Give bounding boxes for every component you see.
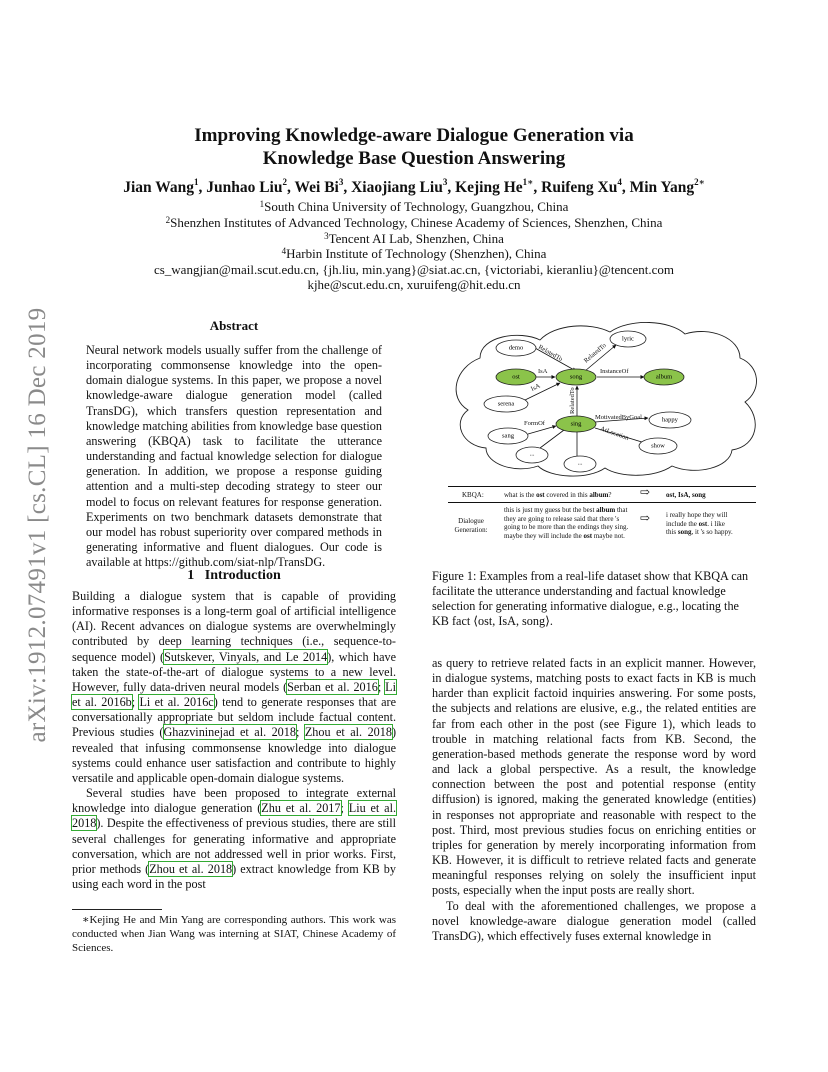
author-affiliation-mark: 4 (617, 177, 622, 187)
text-run: this (666, 528, 678, 537)
highlighted-entity: ost (698, 519, 708, 528)
abstract-body (86, 343, 382, 570)
table-rule-top (448, 486, 756, 487)
highlighted-entity: ost (583, 531, 593, 540)
dg-post (504, 506, 628, 540)
text-run: Building a dialogue system that is capable of providing informative responses is a long-term goal of artificial intelligence (AI). Recent advances on dialogue systems are overwhelmingly contributed by deep learning techniques (i.e., sequence-to-sequence model) ( (72, 589, 396, 664)
text-run: they are going to release said that there 's (504, 514, 620, 523)
author-affiliation-mark: 1∗ (522, 177, 534, 187)
text-run: maybe they will include the (504, 531, 584, 540)
table-rule-middle (448, 502, 756, 503)
text-run: . i like (707, 519, 725, 528)
node-demo-label: demo (508, 344, 524, 352)
citation-link[interactable]: Zhu et al. 2017 (261, 801, 341, 816)
post-line (504, 523, 628, 532)
author-name: Kejing He (455, 179, 523, 196)
edge-sing-dots1 (540, 430, 564, 448)
text-run: ), which have taken the state-of-the-art of dialogue systems to a new level. However, fully data-driven neural models ( (72, 649, 396, 694)
text-run: ? (608, 491, 612, 499)
right-paragraph-1: as query to retrieve related facts in an explicit manner. However, in dialogue systems, matching posts to exact facts in KB is much harder than explicit factoid inquiries answering. For some posts, the subjects and relations are elusive, e.g., the related entities are far from each other in the post (see Figure 1), which leads to trouble in matching relational facts from KB. Second, the generation-based methods generate the response word by word and lack a global perspective. As a result, the knowledge connection between the post and potential response (entity diffusion) is ignored, making the generated knowledge (entities) in responses not appropriate and reasonable with respect to the post. Third, most previous studies focus on enriching entities or triples for generation by merely incorporating information from KB. However, it is difficult to retrieve related facts and generate meaningful responses relying on solely the insufficient input posts, especially when the input posts are really short. (432, 656, 756, 898)
node-sing-label: sing (570, 420, 582, 428)
text-run: going to be more than the endings they sing. (504, 523, 629, 532)
node-serena-label: serena (497, 400, 515, 408)
citation-link[interactable]: Ghazvininejad et al. 2018 (163, 725, 296, 740)
author-name: Xiaojiang Liu (351, 179, 443, 196)
citation-link[interactable]: Li et al. 2016b (72, 679, 397, 710)
right-paragraph-2: To deal with the aforementioned challenges, we propose a novel knowledge-aware dialogue generation model (called TransDG), which effectively fuses external knowledge in (432, 898, 756, 943)
figure-1-knowledge-graph (440, 318, 764, 480)
text-run: this is just my guess but the best (504, 506, 597, 514)
text-run: ) tend to generate responses that are conversationally appropriate but seldom include factual content. Previous studies ( (72, 695, 396, 740)
author-name: Wei Bi (294, 179, 339, 196)
citation-link[interactable]: Li et al. 2016c (139, 695, 214, 710)
footnote-rule (72, 909, 162, 910)
highlighted-entity: song (677, 528, 692, 537)
edge-label-atlocation: AtLocation (599, 425, 630, 443)
dg-response (666, 511, 733, 537)
arxiv-id: arXiv:1912.07491v1 [cs.CL] 16 Dec 2019 (24, 307, 51, 743)
footnote (72, 913, 396, 955)
text-run: ). Despite the effectiveness of previous studies, there are still several challenges for generating informative and appropriate conversation, which are not addressed well in prior works. First, prior methods ( (72, 816, 396, 876)
intro-body (72, 589, 396, 892)
post-line (504, 506, 628, 515)
highlighted-entity: ost (536, 491, 545, 499)
title-line-1: Improving Knowledge-aware Dialogue Generation via (194, 125, 634, 146)
post-line (504, 515, 628, 524)
citation-link[interactable]: Sutskever, Vinyals, and Le 2014 (164, 649, 328, 664)
text-run: ; (295, 725, 305, 740)
node-ost-label: ost (512, 373, 520, 381)
text-run: Several studies have been proposed to integrate external knowledge into dialogue generation ( (72, 786, 396, 816)
abstract-text: Neural network models usually suffer from the challenge of incorporating commonsense knowledge into the open-domain dialogue systems. In this paper, we propose a novel knowledge-aware dialogue generation model (called TransDG), which transfers question representation and knowledge matching abilities from knowledge base question answering (KBQA) task to facilitate the utterance understanding and factual knowledge selection for dialogue generation. In addition, we propose a response guiding attention and a multi-step decoding strategy to steer our model to focus on relevant features for response generation. Experiments on two benchmark datasets demonstrate that our model has robust superiority over compared methods in generating informative and fluent dialogues. Our code is available at https://github.com/siat-nlp/TransDG. (86, 343, 382, 570)
text-run: that (615, 506, 628, 514)
email-line-2: kjhe@scut.edu.cn, xuruifeng@hit.edu.cn (307, 277, 521, 292)
arxiv-sidebar-stamp (18, 290, 58, 760)
author-affiliation-mark: 1 (193, 177, 199, 187)
dg-arrow-icon: ⇨ (640, 511, 651, 525)
footnote-text: ∗Kejing He and Min Yang are corresponding authors. This work was conducted when Jian Wang was interning at SIAT, Chinese Academy of Sciences. (72, 914, 396, 954)
citation-link[interactable]: Serban et al. 2016 (287, 679, 378, 694)
author-affiliation-mark: 3 (338, 177, 344, 187)
highlighted-entity: album (596, 506, 616, 514)
text-run: ) revealed that infusing commonsense knowledge into dialogue systems could enhance user satisfaction and contribute to highly versatile and applicable open-domain dialogue systems. (72, 725, 397, 785)
edge-label-isa-1: IsA (538, 368, 548, 375)
intro-paragraph-1 (72, 589, 396, 786)
author-name: Jian Wang (123, 179, 194, 196)
highlighted-entity: album (589, 491, 609, 499)
citation-link[interactable]: Zhou et al. 2018 (304, 725, 392, 740)
paper-title (110, 124, 718, 170)
node-ellipsis-2-label: ... (577, 459, 583, 467)
author-name: Ruifeng Xu (541, 179, 618, 196)
author-affiliation-mark: 3 (442, 177, 448, 187)
kbqa-answer: ost, IsA, song (666, 491, 706, 499)
edge-label-instanceof: InstanceOf (600, 368, 629, 375)
kbqa-label: KBQA: (462, 491, 484, 499)
text-run: maybe not. (592, 531, 625, 540)
email-line-1: cs_wangjian@mail.scut.edu.cn, {jh.liu, min.yang}@siat.ac.cn, {victoriabi, kieranliu}@tencent.com (153, 262, 675, 277)
right-column-body (432, 656, 756, 944)
text-run: include the (666, 519, 699, 528)
text-run: i really hope they will (666, 511, 728, 519)
response-line (666, 511, 733, 520)
affiliation-4: $^4$Harbin Institute of Technology (Shenzhen), China (281, 246, 547, 261)
title-line-2: Knowledge Base Question Answering (262, 148, 566, 169)
intro-paragraph-2 (72, 786, 396, 892)
author-name: Junhao Liu (206, 179, 283, 196)
node-lyric-label: lyric (622, 335, 634, 343)
author-name: Min Yang (629, 179, 695, 196)
node-album-label: album (655, 373, 673, 381)
edge-label-relatedto-2: RelatedTo (582, 342, 608, 365)
affiliation-2: $^2$Shenzhen Institutes of Advanced Technology, Chinese Academy of Sciences, Shenzhen, China (165, 215, 663, 230)
edge-label-isa-2: IsA (529, 382, 542, 393)
node-sang-label: sang (502, 432, 514, 440)
response-line (666, 520, 733, 529)
text-run: , it 's so happy. (691, 528, 733, 537)
node-show-label: show (651, 442, 665, 450)
text-run: ) extract knowledge from KB by using each word in the post (72, 861, 396, 891)
citation-link[interactable]: Liu et al. 2018 (72, 801, 397, 831)
edge-sang-sing (528, 426, 556, 434)
author-affiliation-mark: 2 (282, 177, 287, 187)
post-line (504, 532, 628, 541)
kbqa-arrow-icon: ⇨ (640, 485, 651, 499)
citation-link[interactable]: Zhou et al. 2018 (149, 861, 233, 876)
affiliation-3: $^3$Tencent AI Lab, Shenzhen, China (324, 231, 504, 246)
node-song-label: song (569, 373, 583, 381)
figure-1-caption: Figure 1: Examples from a real-life dataset show that KBQA can facilitate the utterance understanding and factual knowledge selection for generating informative dialogue, e.g., locating the KB fact ⟨ost, IsA, song⟩. (432, 569, 749, 629)
text-run: covered in this (544, 491, 590, 499)
text-run: ; (340, 801, 349, 816)
figure-1-example-table (448, 486, 756, 548)
author-affiliation-mark: 2∗ (694, 177, 705, 187)
text-run: ; (377, 679, 386, 694)
edge-label-formof: FormOf (524, 420, 545, 427)
node-happy-label: happy (662, 416, 678, 424)
dg-label: Dialogue Generation: (454, 517, 488, 534)
edge-label-motivatedbygoal: MotivatedByGoal (595, 414, 642, 421)
edge-label-relatedto-1: RelatedTo (537, 343, 564, 364)
author-list: Jian Wang$^1$, Junhao Liu$^2$, Wei Bi$^3$, Xiaojiang Liu$^3$, Kejing $He^{1∗}$, Ruifeng Xu$^4$, Min Yang$^{2∗}$ (123, 177, 705, 196)
intro-heading: 1 Introduction (187, 568, 281, 583)
edge-label-relatedto-3: RelatedTo (569, 387, 576, 414)
kbqa-question (504, 491, 612, 500)
response-line (666, 528, 733, 537)
text-run: ; (131, 695, 140, 710)
affiliation-1: $^1$South China University of Technology, Guangzhou, China (259, 199, 569, 214)
abstract-heading: Abstract (209, 318, 259, 333)
text-run: what is the (504, 491, 537, 499)
node-ellipsis-1-label: ... (529, 450, 535, 458)
